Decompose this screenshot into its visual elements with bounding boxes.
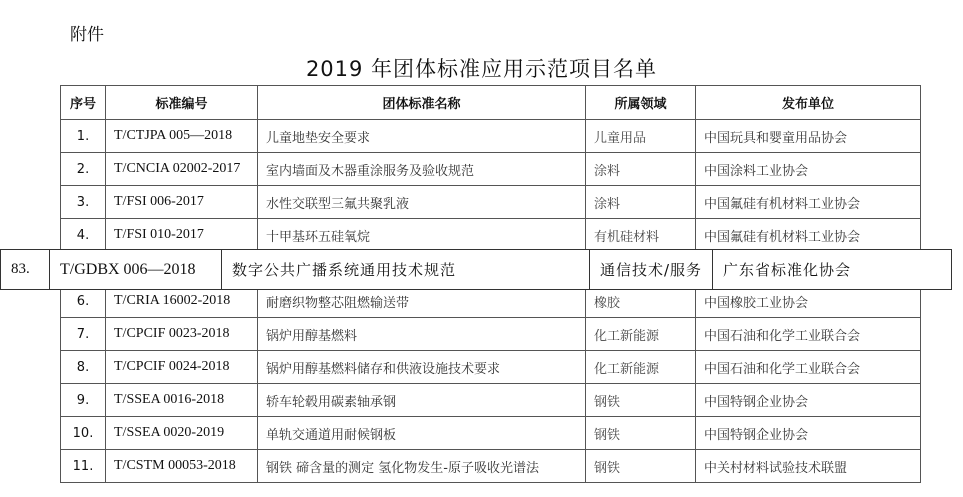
header-field: 所属领域 (586, 86, 696, 120)
table-row (61, 186, 921, 219)
cell-no: 11. (61, 450, 106, 483)
cell-publisher: 中关村材料试验技术联盟 (696, 450, 921, 483)
cell-field: 涂料 (586, 186, 696, 219)
cell-no: 9. (61, 384, 106, 417)
cell-publisher: 中国玩具和婴童用品协会 (696, 120, 921, 153)
cell-std: T/SSEA 0020-2019 (106, 417, 258, 450)
cell-name: 单轨交通道用耐候钢板 (258, 417, 586, 450)
highlight-std: T/GDBX 006—2018 (50, 250, 222, 289)
cell-std: T/SSEA 0016-2018 (106, 384, 258, 417)
cell-publisher: 中国氟硅有机材料工业协会 (696, 219, 921, 252)
highlight-publisher: 广东省标准化协会 (723, 261, 852, 279)
cell-name: 室内墙面及木器重涂服务及验收规范 (258, 153, 586, 186)
table-row (61, 384, 921, 417)
cell-no: 3. (61, 186, 106, 219)
cell-field: 钢铁 (586, 417, 696, 450)
highlight-name: 数字公共广播系统通用技术规范 (222, 250, 590, 289)
cell-no: 4. (61, 219, 106, 252)
cell-name: 轿车轮毂用碳素轴承钢 (258, 384, 586, 417)
cell-std: T/FSI 006-2017 (106, 186, 258, 219)
cell-name: 锅炉用醇基燃料 (258, 318, 586, 351)
table-row (61, 351, 921, 384)
cell-name: 儿童地垫安全要求 (258, 120, 586, 153)
cell-no: 10. (61, 417, 106, 450)
cell-publisher: 中国特钢企业协会 (696, 417, 921, 450)
cell-publisher: 中国特钢企业协会 (696, 384, 921, 417)
attachment-label: 附件 (70, 25, 104, 45)
cell-publisher: 中国橡胶工业协会 (696, 285, 921, 318)
cell-name: 水性交联型三氟共聚乳液 (258, 186, 586, 219)
table-row (61, 450, 921, 483)
cell-name: 锅炉用醇基燃料储存和供液设施技术要求 (258, 351, 586, 384)
table-row (61, 219, 921, 252)
cell-no: 2. (61, 153, 106, 186)
cell-field: 橡胶 (586, 285, 696, 318)
cell-field: 钢铁 (586, 450, 696, 483)
cell-name: 钢铁 碲含量的测定 氢化物发生-原子吸收光谱法 (258, 450, 586, 483)
table-row (61, 417, 921, 450)
header-no: 序号 (61, 86, 106, 120)
table-row (61, 153, 921, 186)
cell-no: 6. (61, 285, 106, 318)
cell-std: T/CPCIF 0024-2018 (106, 351, 258, 384)
cell-std: T/CPCIF 0023-2018 (106, 318, 258, 351)
header-name: 团体标准名称 (258, 86, 586, 120)
page-title: 2019 年团体标准应用示范项目名单 (305, 57, 658, 81)
cell-field: 儿童用品 (586, 120, 696, 153)
cell-publisher: 中国氟硅有机材料工业协会 (696, 186, 921, 219)
header-publisher: 发布单位 (696, 86, 921, 120)
cell-field: 钢铁 (586, 384, 696, 417)
cell-std: T/CSTM 00053-2018 (106, 450, 258, 483)
cell-std: T/CRIA 16002-2018 (106, 285, 258, 318)
cell-field: 化工新能源 (586, 318, 696, 351)
table-row (61, 120, 921, 153)
cell-publisher: 中国涂料工业协会 (696, 153, 921, 186)
cell-name: 十甲基环五硅氧烷 (258, 219, 586, 252)
highlighted-row (0, 249, 952, 290)
cell-publisher: 中国石油和化学工业联合会 (696, 351, 921, 384)
cell-no: 7. (61, 318, 106, 351)
cell-field: 有机硅材料 (586, 219, 696, 252)
cell-field: 化工新能源 (586, 351, 696, 384)
cell-field: 涂料 (586, 153, 696, 186)
highlight-field: 通信技术/服务 (590, 250, 713, 289)
cell-std: T/CTJPA 005—2018 (106, 120, 258, 153)
highlight-no: 83. (1, 250, 50, 289)
table-row (61, 318, 921, 351)
cell-no: 1. (61, 120, 106, 153)
cell-std: T/CNCIA 02002-2017 (106, 153, 258, 186)
cell-no: 8. (61, 351, 106, 384)
table-header-row (61, 86, 921, 120)
header-std: 标准编号 (106, 86, 258, 120)
cell-publisher: 中国石油和化学工业联合会 (696, 318, 921, 351)
cell-std: T/FSI 010-2017 (106, 219, 258, 252)
cell-name: 耐磨织物整芯阻燃输送带 (258, 285, 586, 318)
